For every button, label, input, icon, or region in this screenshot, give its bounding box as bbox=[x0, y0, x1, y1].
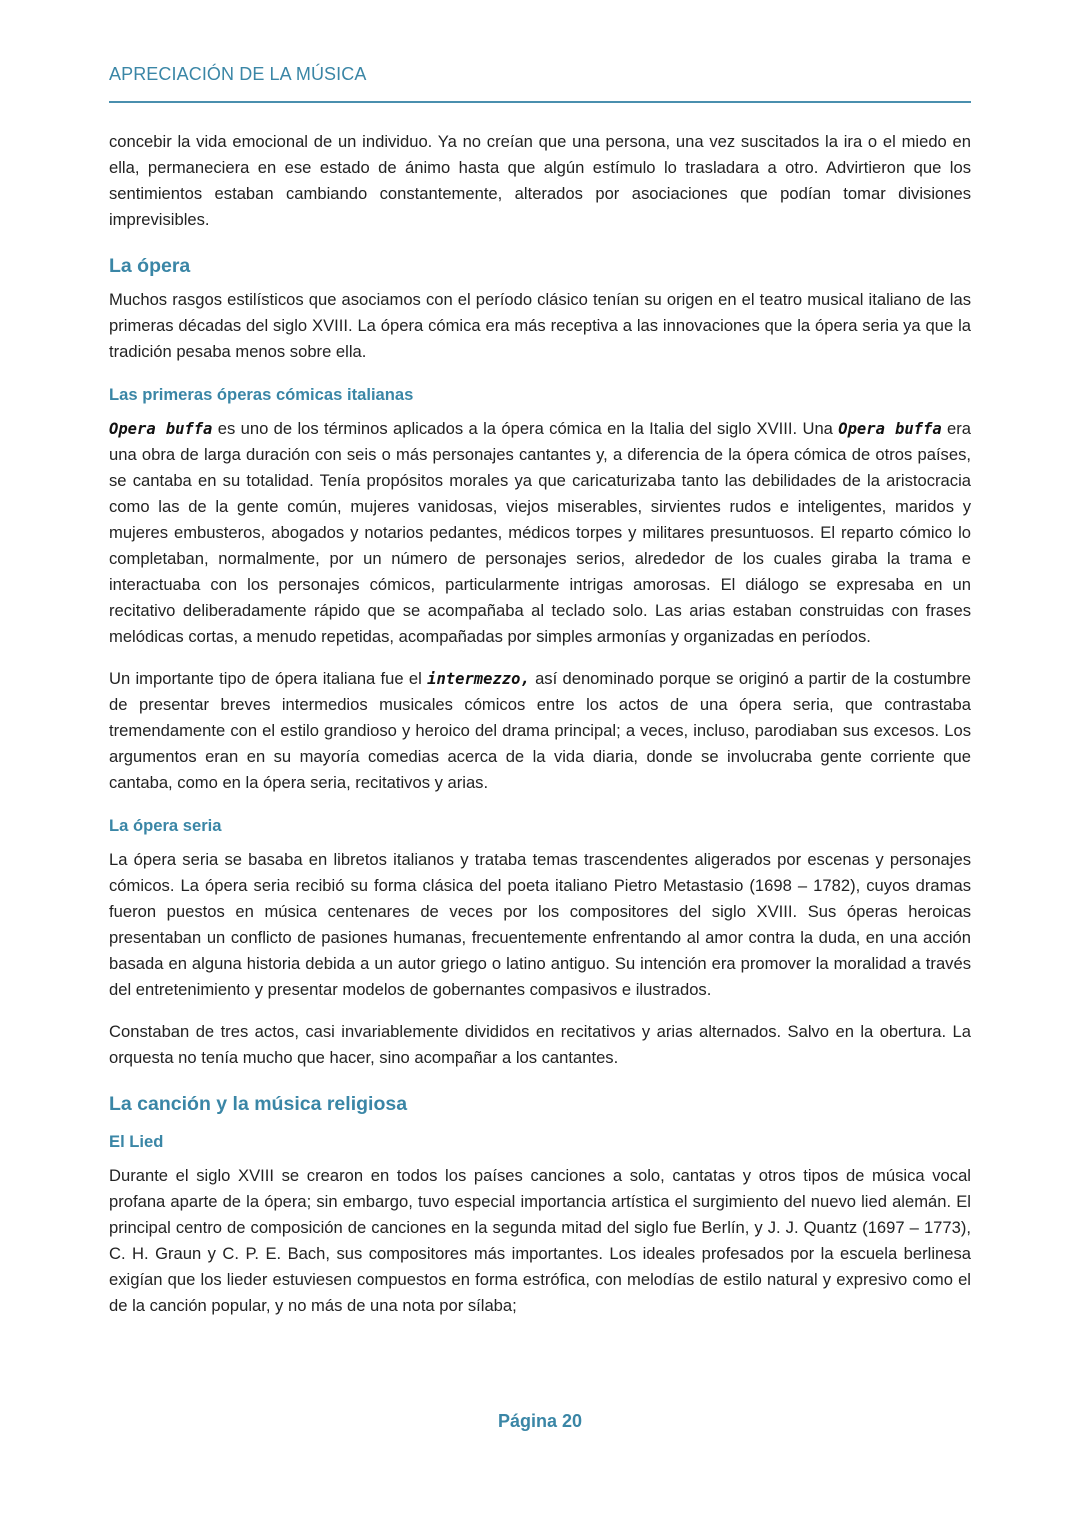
heading-operas-comicas: Las primeras óperas cómicas italianas bbox=[109, 385, 414, 404]
header-divider bbox=[109, 101, 971, 103]
term-opera-buffa: Opera buffa bbox=[109, 420, 213, 438]
page-number: Página 20 bbox=[497, 1411, 583, 1431]
page-content bbox=[109, 129, 971, 1319]
heading-opera-seria: La ópera seria bbox=[109, 816, 222, 835]
heading-el-lied: El Lied bbox=[109, 1132, 164, 1151]
paragraph-text: es uno de los términos aplicados a la ópera cómica en la Italia del siglo XVIII. Una bbox=[212, 419, 839, 438]
paragraph-opera-buffa bbox=[109, 416, 971, 650]
paragraph-el-lied: Durante el siglo XVIII se crearon en todos los países canciones a solo, cantatas y otros tipos de música vocal profana aparte de la ópera; sin embargo, tuvo especial importancia artística el surgimiento del nuevo lied alemán. El principal centro de composición de canciones en la segunda mitad del siglo fue Berlín, y J. J. Quantz (1697 – 1773), C. H. Graun y C. P. E. Bach, sus compositores más importantes. Los ideales profesados por la escuela berlinesa exigían que los lieder estuviesen compuestos en forma estrófica, con melodías de estilo natural y expresivo como el de la canción popular, y no más de una nota por sílaba; bbox=[109, 1166, 971, 1315]
intro-paragraph: concebir la vida emocional de un individuo. Ya no creían que una persona, una vez suscitados la ira o el miedo en ella, permaneciera en ese estado de ánimo hasta que algún estímulo lo trasladara a otro. Advirtieron que los sentimientos estaban cambiando constantemente, alterados por asociaciones que podían tomar divisiones imprevisibles. bbox=[109, 132, 971, 229]
paragraph-opera-seria-2: Constaban de tres actos, casi invariablemente divididos en recitativos y arias alternados. Salvo en la obertura. La orquesta no tenía mucho que hacer, sino acompañar a los cantantes. bbox=[109, 1022, 971, 1067]
running-header-title: APRECIACIÓN DE LA MÚSICA bbox=[109, 64, 367, 84]
heading-cancion-musica-religiosa: La canción y la música religiosa bbox=[109, 1093, 408, 1115]
term-opera-buffa: Opera buffa bbox=[838, 420, 942, 438]
paragraph-la-opera: Muchos rasgos estilísticos que asociamos con el período clásico tenían su origen en el teatro musical italiano de las primeras décadas del siglo XVIII. La ópera cómica era más receptiva a las innovaciones que la ópera seria ya que la tradición pesaba menos sobre ella. bbox=[109, 290, 971, 361]
paragraph-opera-seria-1: La ópera seria se basaba en libretos italianos y trataba temas trascendentes aligerados por escenas y personajes cómicos. La ópera seria recibió su forma clásica del poeta italiano Pietro Metastasio (1698 – 1782), cuyos dramas fueron puestos en música centenares de veces por los compositores del siglo XVIII. Sus óperas heroicas presentaban un conflicto de pasiones humanas, frecuentemente enfrentando al amor contra la duda, en una acción basada en alguna historia debida a un autor griego o latino antiguo. Su intención era promover la moralidad a través del entretenimiento y presentar modelos de gobernantes compasivos e ilustrados. bbox=[109, 850, 971, 999]
heading-la-opera: La ópera bbox=[109, 255, 191, 277]
paragraph-text: así denominado porque se originó a partir de la costumbre de presentar breves intermedios musicales cómicos entre los actos de una ópera seria, que contrastaba tremendamente con el estilo grandioso y heroico del drama principal; a veces, incluso, parodiaban sus excesos. Los argumentos eran en su mayoría comedias acerca de la vida diaria, donde se involucraba gente corriente que cantaba, como en la ópera seria, recitativos y arias. bbox=[109, 669, 971, 792]
paragraph-text: era una obra de larga duración con seis o más personajes cantantes y, a diferencia de la ópera cómica de otros países, se cantaba en su totalidad. Tenía propósitos morales ya que caricaturizaba tanto las debilidades de la aristocracia como las de la gente común, mujeres vanidosas, viejos miserables, sirvientes rudos e inteligentes, maridos y mujeres embusteros, abogados y notarios pedantes, médicos torpes y militares presuntuosos. El reparto cómico lo completaban, normalmente, por un número de personajes serios, alrededor de los cuales giraba la trama e interactuaba con los personajes cómicos, particularmente intrigas amorosas. El diálogo se expresaba en un recitativo deliberadamente rápido que se acompañaba al teclado solo. Las arias estaban construidas con frases melódicas cortas, a menudo repetidas, acompañadas por simples armonías y organizadas en períodos. bbox=[109, 419, 972, 646]
paragraph-intermezzo bbox=[109, 666, 971, 796]
paragraph-text: Un importante tipo de ópera italiana fue el bbox=[109, 669, 428, 688]
term-intermezzo: intermezzo, bbox=[427, 670, 530, 688]
